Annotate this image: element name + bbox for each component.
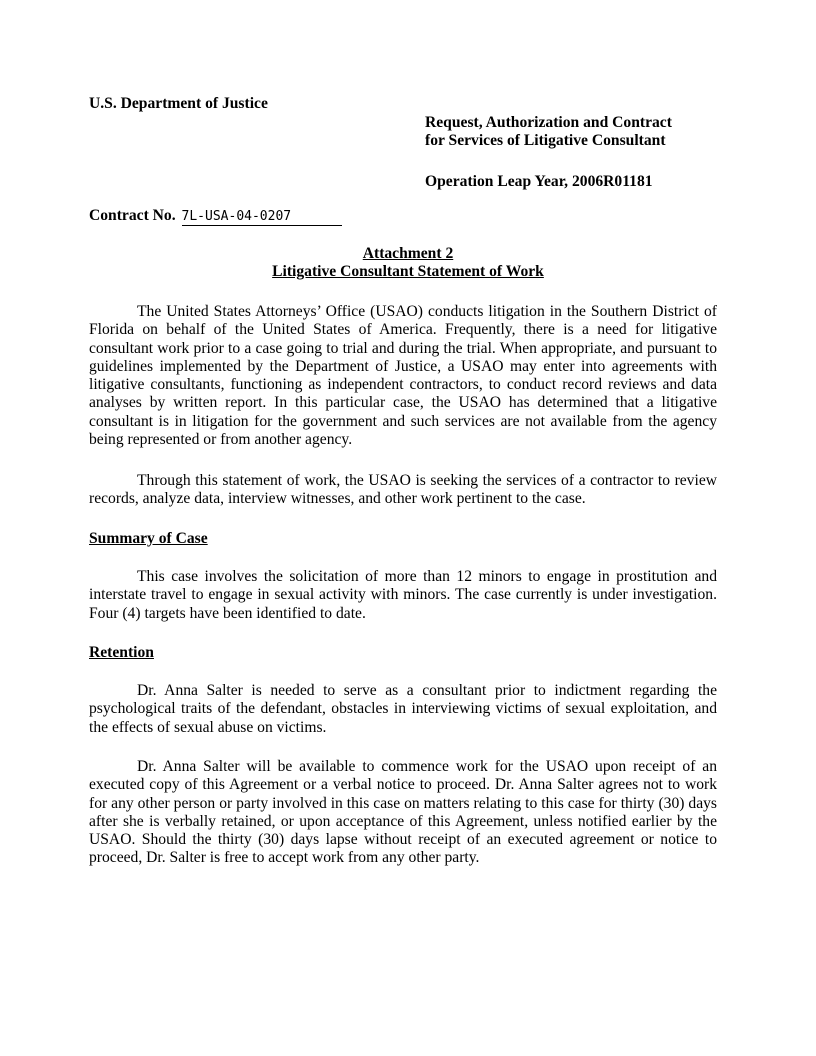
summary-paragraph: This case involves the solicitation of more than 12 minors to engage in prostitution and interstate travel to engage in sexual activity with minors. The case currently is under investigation. Four (4) targets have been identified to date. xyxy=(89,568,717,622)
contract-number: 7L-USA-04-0207 xyxy=(181,209,292,224)
retention-paragraph-2: Dr. Anna Salter will be available to commence work for the USAO upon receipt of an executed copy of this Agreement or a verbal notice to proceed. Dr. Anna Salter agrees not to work for any other person or party involved in this case on matters relating to this case for thirty (30) days after she is verbally retained, or upon acceptance of this Agreement, unless notified earlier by the USAO. Should the thirty (30) days lapse without receipt of an executed agreement or notice to proceed, Dr. Salter is free to accept work from any other party. xyxy=(89,758,717,867)
attachment-heading: Attachment 2 xyxy=(362,245,454,262)
intro-paragraph-2: Through this statement of work, the USAO is seeking the services of a contractor to review records, analyze data, interview witnesses, and other work pertinent to the case. xyxy=(89,472,717,508)
contract-number-field xyxy=(182,208,342,226)
summary-heading: Summary of Case xyxy=(89,530,208,547)
retention-heading: Retention xyxy=(89,644,154,661)
operation-label: Operation Leap Year, 2006R01181 xyxy=(425,173,653,190)
contract-label: Contract No. xyxy=(89,207,176,224)
department-heading: U.S. Department of Justice xyxy=(89,95,268,112)
request-title-line2: for Services of Litigative Consultant xyxy=(425,132,666,149)
request-title-line1: Request, Authorization and Contract xyxy=(425,114,672,131)
retention-paragraph-1: Dr. Anna Salter is needed to serve as a consultant prior to indictment regarding the psychological traits of the defendant, obstacles in interviewing victims of sexual exploitation, and the effects of sexual abuse on victims. xyxy=(89,682,717,736)
contract-line xyxy=(89,207,342,226)
statement-title: Litigative Consultant Statement of Work xyxy=(272,263,544,280)
intro-paragraph-1: The United States Attorneys’ Office (USAO) conducts litigation in the Southern District of Florida on behalf of the United States of America. Frequently, there is a need for litigative consultant work prior to a case going to trial and during the trial. When appropriate, and pursuant to guidelines implemented by the Department of Justice, a USAO may enter into agreements with litigative consultants, functioning as independent contractors, to conduct record reviews and data analyses by written report. In this particular case, the USAO has determined that a litigative consultant is in litigation for the government and such services are not available from the agency being represented or from another agency. xyxy=(89,303,717,449)
